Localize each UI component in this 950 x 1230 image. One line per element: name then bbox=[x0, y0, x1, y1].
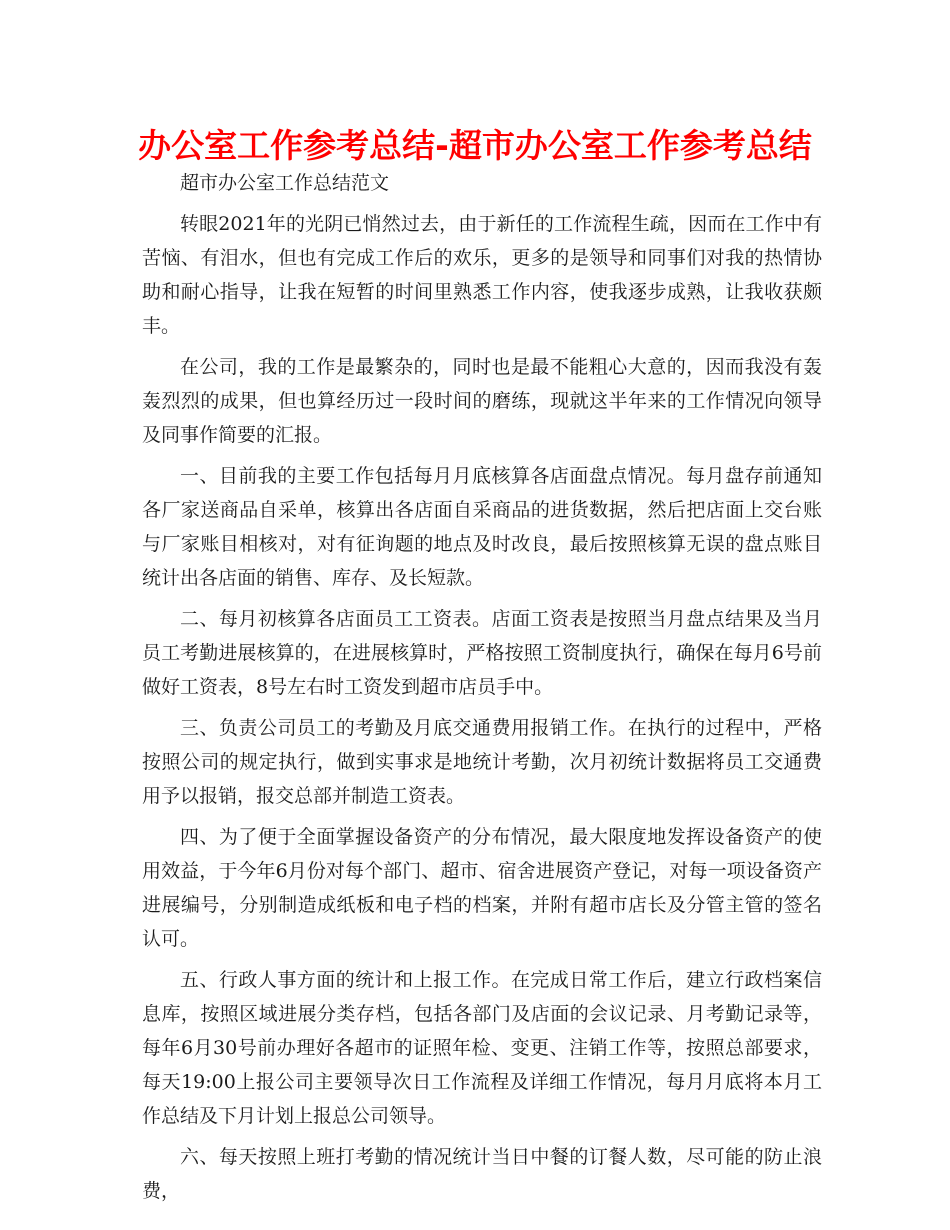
paragraph: 一、目前我的主要工作包括每月月底核算各店面盘点情况。每月盘存前通知各厂家送商品自采单，核算出各店面自采商品的进货数据，然后把店面上交台账与厂家账目相核对，对有征询题的地点及时改良，最后按照核算无误的盘点账目统计出各店面的销售、库存、及长短款。 bbox=[142, 465, 822, 589]
paragraph: 六、每天按照上班打考勤的情况统计当日中餐的订餐人数，尽可能的防止浪费， bbox=[142, 1146, 822, 1202]
document-title: 办公室工作参考总结-超市办公室工作参考总结 bbox=[138, 126, 812, 165]
paragraph: 转眼2021年的光阴已悄然过去，由于新任的工作流程生疏，因而在工作中有苦恼、有泪水，但也有完成工作后的欢乐，更多的是领导和同事们对我的热情协助和耐心指导，让我在短暂的时间里熟悉工作内容，使我逐步成熟，让我收获颇丰。 bbox=[142, 213, 822, 337]
paragraph: 三、负责公司员工的考勤及月底交通费用报销工作。在执行的过程中，严格按照公司的规定执行，做到实事求是地统计考勤，次月初统计数据将员工交通费用予以报销，报交总部并制造工资表。 bbox=[142, 717, 822, 807]
document-body bbox=[142, 166, 822, 1215]
paragraph: 四、为了便于全面掌握设备资产的分布情况，最大限度地发挥设备资产的使用效益，于今年6月份对每个部门、超市、宿舍进展资产登记，对每一项设备资产进展编号，分别制造成纸板和电子档的档案，并附有超市店长及分管主管的签名认可。 bbox=[142, 826, 822, 950]
paragraph: 二、每月初核算各店面员工工资表。店面工资表是按照当月盘点结果及当月员工考勤进展核算的，在进展核算时，严格按照工资制度执行，确保在每月6号前做好工资表，8号左右时工资发到超市店员手中。 bbox=[142, 608, 822, 698]
paragraph: 在公司，我的工作是最繁杂的，同时也是最不能粗心大意的，因而我没有轰轰烈烈的成果，但也算经历过一段时间的磨练，现就这半年来的工作情况向领导及同事作简要的汇报。 bbox=[142, 356, 822, 446]
document-subtitle: 超市办公室工作总结范文 bbox=[180, 172, 390, 194]
paragraph: 五、行政人事方面的统计和上报工作。在完成日常工作后，建立行政档案信息库，按照区域进展分类存档，包括各部门及店面的会议记录、月考勤记录等，每年6月30号前办理好各超市的证照年检、变更、注销工作等，按照总部要求，每天19:00上报公司主要领导次日工作流程及详细工作情况，每月月底将本月工作总结及下月计划上报总公司领导。 bbox=[142, 969, 822, 1127]
